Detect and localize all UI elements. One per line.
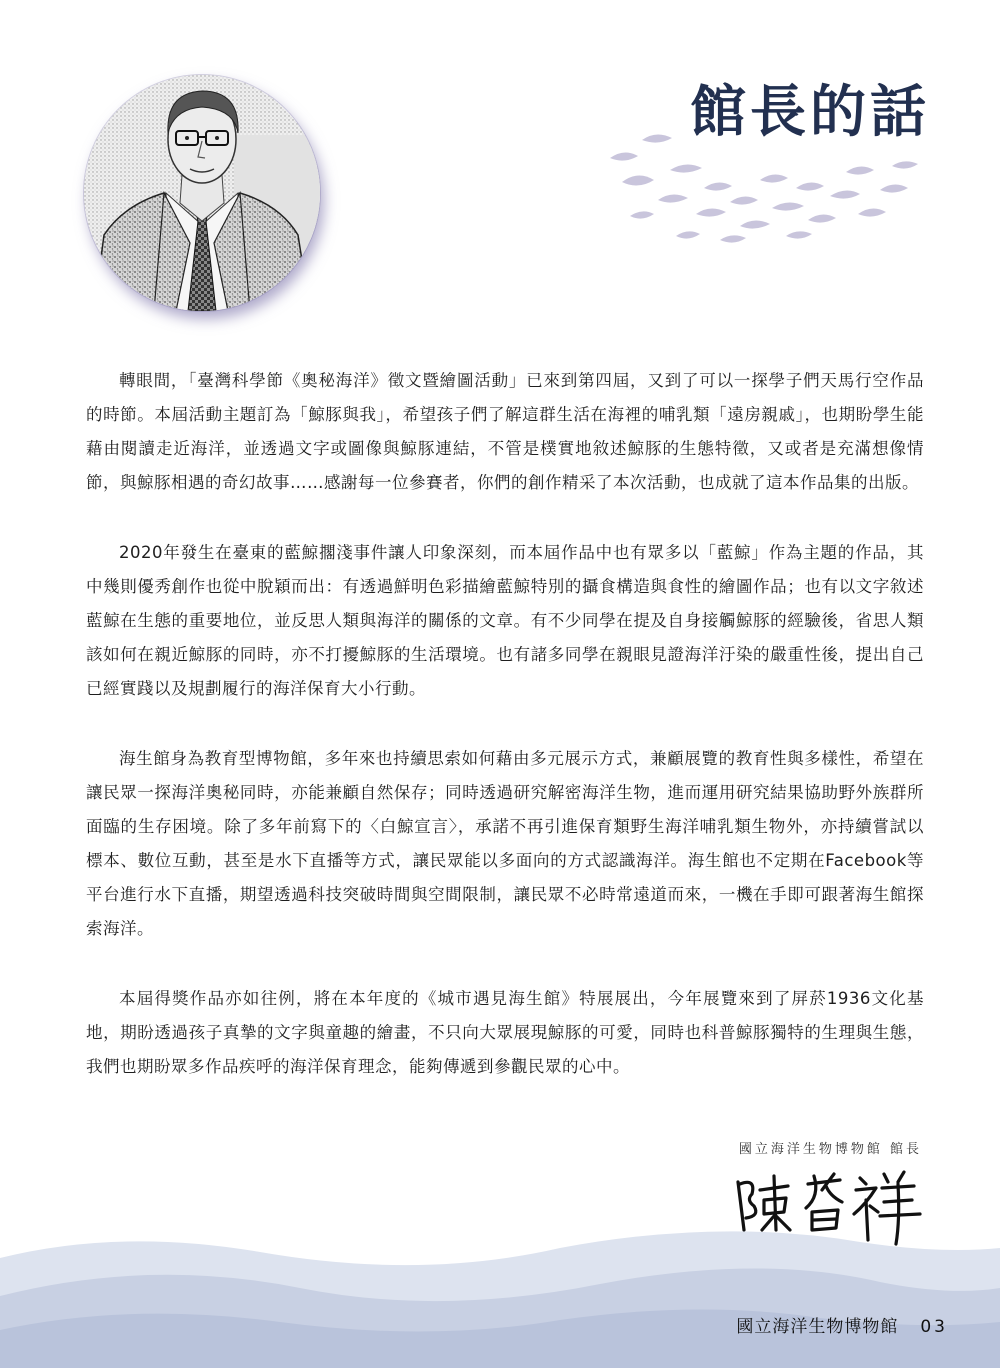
page-title: 館長的話 — [690, 79, 930, 145]
footer-org: 國立海洋生物博物館 — [736, 1317, 899, 1337]
paragraph: 2020年發生在臺東的藍鯨擱淺事件讓人印象深刻，而本屆作品中也有眾多以「藍鯨」作為主題的作品，其中幾則優秀創作也從中脫穎而出：有透過鮮明色彩描繪藍鯨特別的攝食構造與食性的繪圖作品；也有以文字敘述藍鯨在生態的重要地位，並反思人類與海洋的關係的文章。有不少同學在提及自身接觸鯨豚的經驗後，省思人類該如何在親近鯨豚的同時，亦不打擾鯨豚的生活環境。也有諸多同學在親眼見證海洋汙染的嚴重性後，提出自己已經實踐以及規劃履行的海洋保育大小行動。 — [86, 543, 924, 698]
wave-decoration — [0, 1218, 1000, 1368]
page-number: 03 — [920, 1317, 948, 1337]
paragraph: 海生館身為教育型博物館，多年來也持續思索如何藉由多元展示方式，兼顧展覽的教育性與多樣性，希望在讓民眾一探海洋奧秘同時，亦能兼顧自然保存；同時透過研究解密海洋生物，進而運用研究結果協助野外族群所面臨的生存困境。除了多年前寫下的〈白鯨宣言〉，承諾不再引進保育類野生海洋哺乳類生物外，亦持續嘗試以標本、數位互動，甚至是水下直播等方式，讓民眾能以多面向的方式認識海洋。海生館也不定期在Facebook等平台進行水下直播，期望透過科技突破時間與空間限制，讓民眾不必時常遠道而來，一機在手即可跟著海生館探索海洋。 — [86, 749, 924, 938]
signature-title: 國立海洋生物博物館 館長 — [738, 1142, 922, 1157]
letter-body — [86, 364, 924, 1120]
paragraph: 本屆得獎作品亦如往例，將在本年度的《城市遇見海生館》特展展出，今年展覽來到了屏菸1936文化基地，期盼透過孩子真摯的文字與童趣的繪畫，不只向大眾展現鯨豚的可愛，同時也科普鯨豚獨特的生理與生態，我們也期盼眾多作品疾呼的海洋保育理念，能夠傳遞到參觀民眾的心中。 — [86, 989, 924, 1076]
paragraph: 轉眼間，「臺灣科學節《奧秘海洋》徵文暨繪圖活動」已來到第四屆，又到了可以一探學子們天馬行空作品的時節。本屆活動主題訂為「鯨豚與我」，希望孩子們了解這群生活在海裡的哺乳類「遠房親戚」，也期盼學生能藉由閱讀走近海洋，並透過文字或圖像與鯨豚連結，不管是樸實地敘述鯨豚的生態特徵，又或者是充滿想像情節，與鯨豚相遇的奇幻故事……感謝每一位參賽者，你們的創作精采了本次活動，也成就了這本作品集的出版。 — [86, 371, 924, 492]
page-footer — [736, 1312, 948, 1337]
portrait-illustration — [84, 75, 320, 311]
director-portrait — [84, 75, 320, 311]
